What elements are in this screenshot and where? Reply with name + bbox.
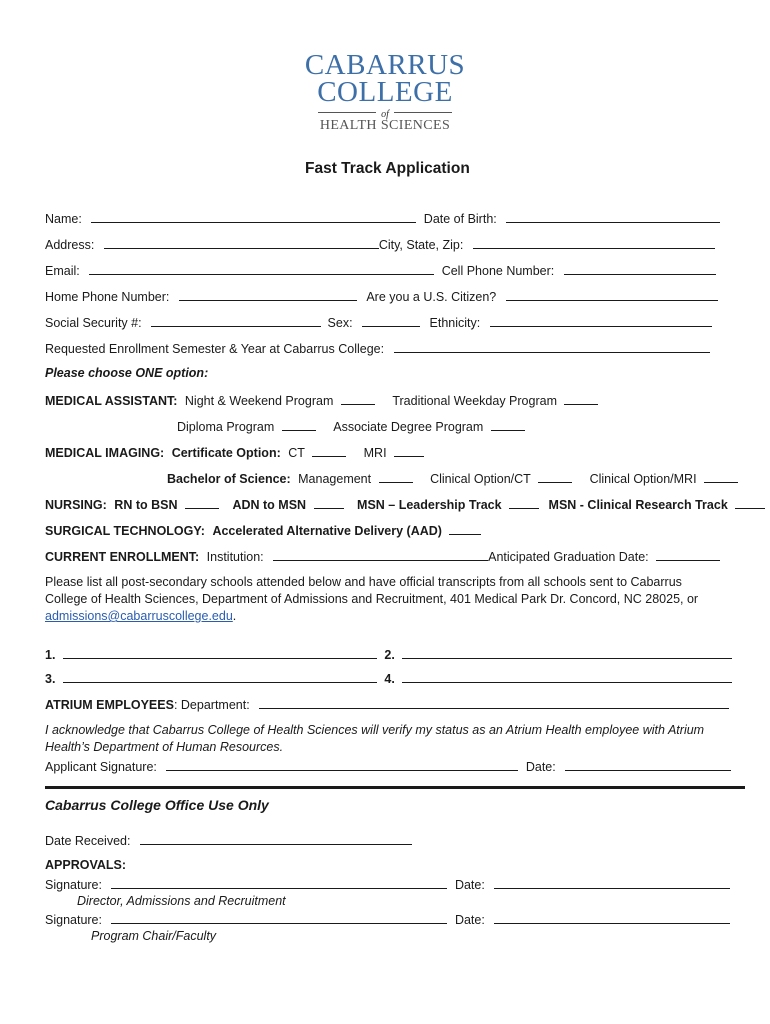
night-weekend-label: Night & Weekend Program [184,394,334,408]
director-date-label: Date: [454,878,485,892]
home-phone-input[interactable] [179,288,357,301]
home-phone-row [45,288,718,304]
email-row [45,262,716,278]
approvals-heading: APPROVALS: [45,858,127,872]
cell-phone-label: Cell Phone Number: [441,264,555,278]
anticipated-graduation-input[interactable] [656,548,720,561]
msn-leadership-label: MSN – Leadership Track [357,498,502,512]
page-title: Fast Track Application [305,160,470,177]
adn-msn-label: ADN to MSN [232,498,307,512]
applicant-signature-label: Applicant Signature: [45,760,157,774]
current-enrollment-row [45,548,720,564]
clinical-ct-label: Clinical Option/CT [430,472,531,486]
email-label: Email: [45,264,80,278]
management-label: Management [298,472,372,486]
semester-row [45,340,710,356]
diploma-label: Diploma Program [177,420,275,434]
logo-line-health-sciences: HEALTH SCIENCES [319,118,451,133]
rn-bsn-label: RN to BSN [114,498,178,512]
city-state-zip-input[interactable] [473,236,715,249]
school-row-1 [45,646,732,662]
ct-label: CT [288,446,305,460]
office-use-title: Cabarrus College Office Use Only [45,797,269,813]
address-label: Address: [45,238,95,252]
address-row [45,236,715,252]
msn-clinical-input[interactable] [735,496,765,509]
nursing-row [45,496,765,512]
medical-assistant-row-2 [177,418,525,434]
director-date-input[interactable] [494,876,730,889]
ssn-input[interactable] [151,314,321,327]
date-received-label: Date Received: [45,834,131,848]
surgical-label: SURGICAL TECHNOLOGY: [45,524,205,538]
surgical-row [45,522,481,538]
clinical-mri-input[interactable] [704,470,738,483]
name-row [45,210,720,226]
logo-rule-left [318,112,376,113]
institution-input[interactable] [273,548,488,561]
mri-label: MRI [363,446,387,460]
ct-input[interactable] [312,444,346,457]
logo-rule-right [394,112,452,113]
atrium-acknowledgement: I acknowledge that Cabarrus College of Health Sciences will verify my status as an Atrium Health employee with Atrium Health’s Department of Human Resources. [45,723,705,754]
ethnicity-label: Ethnicity: [429,316,481,330]
logo-line-cabarrus: CABARRUS [304,49,466,81]
semester-label: Requested Enrollment Semester & Year at Cabarrus College: [45,342,385,356]
logo-of: of [381,109,389,120]
applicant-signature-row [45,758,731,774]
applicant-date-input[interactable] [565,758,731,771]
atrium-department-input[interactable] [259,696,729,709]
schools-instructions [45,574,725,625]
chair-signature-input[interactable] [111,911,447,924]
medical-assistant-row [45,392,598,408]
logo-line-college: COLLEGE [317,76,453,108]
citizen-label: Are you a U.S. Citizen? [366,290,497,304]
medical-imaging-row [45,444,424,460]
school-1-label: 1. [45,648,56,662]
aad-label: Accelerated Alternative Delivery (AAD) [212,524,442,538]
associate-label: Associate Degree Program [333,420,484,434]
sex-input[interactable] [362,314,420,327]
management-input[interactable] [379,470,413,483]
school-1-input[interactable] [63,646,377,659]
mri-input[interactable] [394,444,424,457]
chair-date-label: Date: [454,913,485,927]
chair-date-input[interactable] [494,911,730,924]
name-input[interactable] [91,210,416,223]
director-signature-row [45,876,730,892]
logo-of-row [300,106,470,118]
diploma-input[interactable] [282,418,316,431]
email-input[interactable] [89,262,434,275]
college-logo [300,49,470,134]
section-divider [45,786,745,789]
school-2-input[interactable] [402,646,732,659]
msn-clinical-label: MSN - Clinical Research Track [548,498,728,512]
dob-input[interactable] [506,210,720,223]
medical-imaging-label: MEDICAL IMAGING: [45,446,165,460]
adn-msn-input[interactable] [314,496,344,509]
msn-leadership-input[interactable] [509,496,539,509]
citizen-input[interactable] [506,288,718,301]
address-input[interactable] [104,236,379,249]
traditional-label: Traditional Weekday Program [392,394,557,408]
certificate-option-label: Certificate Option: [171,446,281,460]
city-state-zip-label: City, State, Zip: [378,238,464,252]
medical-assistant-label: MEDICAL ASSISTANT: [45,394,178,408]
name-label: Name: [45,212,82,226]
dob-label: Date of Birth: [423,212,497,226]
atrium-department-label: : Department: [173,698,250,712]
aad-input[interactable] [449,522,481,535]
ssn-label: Social Security #: [45,316,142,330]
choose-one-heading: Please choose ONE option: [45,366,209,380]
applicant-date-label: Date: [525,760,556,774]
semester-input[interactable] [394,340,710,353]
school-row-2 [45,670,732,686]
associate-input[interactable] [491,418,525,431]
chair-caption: Program Chair/Faculty [91,929,217,943]
school-4-input[interactable] [402,670,732,683]
night-weekend-input[interactable] [341,392,375,405]
director-signature-label: Signature: [45,878,102,892]
nursing-label: NURSING: [45,498,107,512]
traditional-input[interactable] [564,392,598,405]
sex-label: Sex: [327,316,353,330]
school-4-label: 4. [384,672,395,686]
ethnicity-input[interactable] [490,314,712,327]
director-signature-input[interactable] [111,876,447,889]
ssn-row [45,314,712,330]
schools-instructions-period: . [232,609,237,623]
schools-instructions-text: Please list all post-secondary schools attended below and have official transcripts from all schools sent to Cabarrus College of Health Sciences, Department of Admissions and Recruitment, 401 Medical Park Dr. Concord, NC 28025, or [45,575,699,606]
atrium-label: ATRIUM EMPLOYEES [45,698,174,712]
chair-signature-row [45,911,730,927]
director-caption: Director, Admissions and Recruitment [77,894,286,908]
anticipated-graduation-label: Anticipated Graduation Date: [488,550,649,564]
school-2-label: 2. [384,648,395,662]
school-3-input[interactable] [63,670,377,683]
admissions-email-link[interactable]: admissions@cabarruscollege.edu [45,609,233,623]
chair-signature-label: Signature: [45,913,102,927]
bachelor-row [167,470,738,486]
clinical-mri-label: Clinical Option/MRI [589,472,697,486]
date-received-input[interactable] [140,832,412,845]
rn-bsn-input[interactable] [185,496,219,509]
date-received-row [45,832,412,848]
current-enrollment-label: CURRENT ENROLLMENT: [45,550,200,564]
atrium-row [45,696,729,712]
cell-phone-input[interactable] [564,262,716,275]
school-3-label: 3. [45,672,56,686]
applicant-signature-input[interactable] [166,758,518,771]
clinical-ct-input[interactable] [538,470,572,483]
home-phone-label: Home Phone Number: [45,290,170,304]
bachelor-label: Bachelor of Science: [167,472,291,486]
institution-label: Institution: [206,550,264,564]
